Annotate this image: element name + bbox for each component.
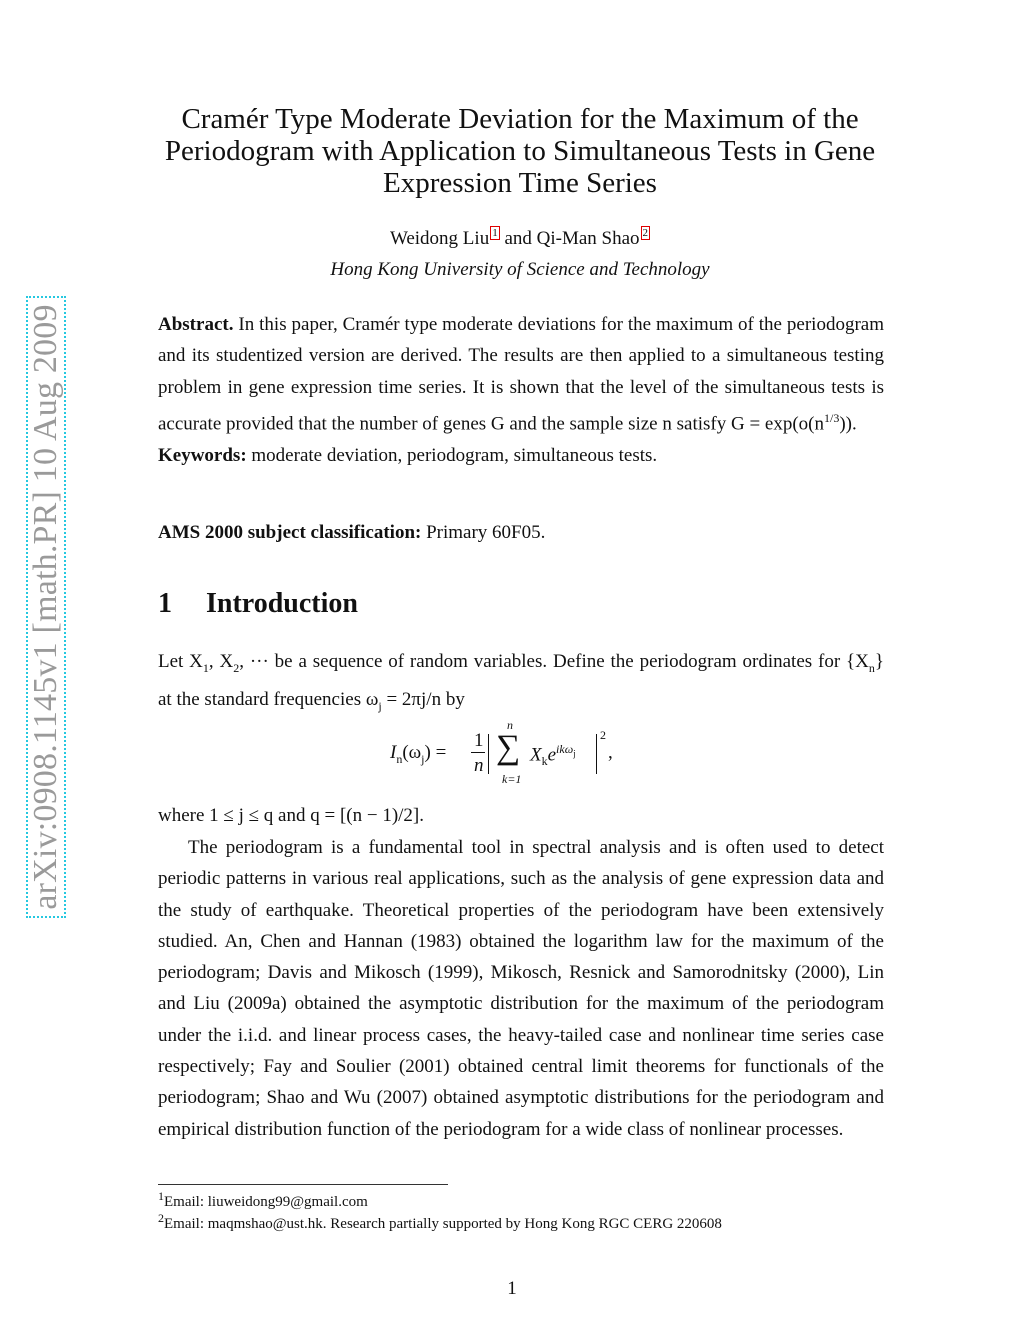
eq-lhs: $I_n(\omega_j)$ = bbox=[390, 742, 447, 766]
sub-j: j bbox=[378, 698, 382, 713]
where-clause: where 1 ≤ j ≤ q and q = [(n − 1)/2]. bbox=[158, 805, 424, 826]
intro-paragraph-2: The periodogram is a fundamental tool in spectral analysis and is often used to detect periodic patterns in various real applications, such as the analysis of gene expression data and the study of earthquake. Theoretical properties of the periodogram have been extensively studied. An, Chen and Hannan (1983) obtained the logarithm law for the maximum of the periodogram; Davis and Mikosch (1999), Mikosch, Resnick and Samorodnitsky (2000), Lin and Liu (2009a) obtained the asymptotic distribution for the maximum of the periodogram under the i.i.d. and linear process cases, the heavy-tailed case and nonlinear time series case respectively; Fay and Soulier (2001) obtained central limit theorems for functionals of the periodogram; Shao and Wu (2007) obtained asymptotic distributions for the periodogram and empirical distribution function of the periodogram for a wide class of nonlinear processes. bbox=[158, 837, 884, 1140]
intro-text-c: , ··· be a sequence of random variables. Define the periodogram ordinates for {X bbox=[239, 651, 869, 672]
author-2: Qi-Man Shao bbox=[536, 228, 640, 249]
footnote-link-1[interactable]: 1 bbox=[492, 227, 498, 239]
abstract-label: Abstract. bbox=[158, 314, 234, 335]
intro-text-e: = 2πj/n by bbox=[381, 689, 465, 711]
abstract-exponent: 1/3 bbox=[824, 410, 840, 425]
footnote-link-2[interactable]: 2 bbox=[642, 227, 649, 239]
abstract-paragraph bbox=[158, 309, 884, 471]
eq-fraction-bar bbox=[471, 752, 485, 753]
eq-power: 2 bbox=[600, 728, 606, 742]
ams-text: Primary 60F05. bbox=[426, 522, 546, 543]
keywords-label: Keywords: bbox=[158, 444, 247, 466]
ams-classification bbox=[158, 517, 884, 548]
author-conjunction: and bbox=[499, 228, 537, 249]
periodogram-equation bbox=[390, 718, 630, 792]
abstract-text: In this paper, Cramér type moderate deviations for the maximum of the periodogram and its studentized version are derived. The results are then applied to a simultaneous testing problem in gene expression time series. It is shown that the level of the simultaneous tests is accurate provided that the number of genes G and the sample size n satisfy G = exp(o(n bbox=[158, 314, 884, 435]
eq-sum-bottom: k=1 bbox=[502, 772, 522, 786]
intro-paragraph-1 bbox=[158, 646, 884, 722]
eq-fraction-den: n bbox=[474, 755, 484, 776]
footnote-1-text: Email: liuweidong99@gmail.com bbox=[164, 1194, 368, 1210]
section-heading bbox=[158, 588, 358, 620]
footnote-1 bbox=[158, 1189, 368, 1211]
intro-text-d: } at the standard frequencies ω bbox=[158, 651, 884, 711]
sub-2: 2 bbox=[233, 660, 240, 675]
arxiv-stamp bbox=[26, 296, 66, 918]
eq-sum-top: n bbox=[507, 718, 513, 732]
footnote-2-text: Email: maqmshao@ust.hk. Research partially supported by Hong Kong RGC CERG 220608 bbox=[164, 1216, 722, 1232]
eq-term: $X_ke^{ik\omega_j}$ bbox=[530, 742, 576, 769]
section-number: 1 bbox=[158, 588, 172, 619]
page-number: 1 bbox=[507, 1278, 517, 1299]
affiliation: Hong Kong University of Science and Technology bbox=[330, 259, 710, 280]
section-title: Introduction bbox=[206, 588, 358, 619]
author-line bbox=[150, 226, 890, 250]
footnote-rule bbox=[158, 1184, 448, 1185]
eq-end: , bbox=[608, 742, 613, 763]
abstract-text-end: )). bbox=[839, 413, 857, 435]
intro-text-a: Let X bbox=[158, 651, 203, 672]
footnote-1-mark: 1 bbox=[158, 1189, 164, 1203]
ams-label: AMS 2000 subject classification: bbox=[158, 522, 422, 543]
intro-text-b: , X bbox=[208, 651, 234, 672]
eq-abs-right bbox=[596, 734, 597, 774]
arxiv-id: arXiv:0908.1145v1 [math.PR] 10 Aug 2009 bbox=[27, 304, 64, 910]
keywords-text: moderate deviation, periodogram, simultaneous tests. bbox=[251, 444, 658, 466]
eq-abs-left bbox=[488, 734, 489, 774]
author-1: Weidong Liu bbox=[389, 228, 490, 249]
footnote-2 bbox=[158, 1211, 722, 1233]
eq-sum-symbol: ∑ bbox=[496, 729, 521, 766]
paper-title: Cramér Type Moderate Deviation for the Maximum of the Periodogram with Application to Simultaneous Tests in Gene Expression Time Series bbox=[164, 103, 876, 199]
footnote-2-mark: 2 bbox=[158, 1211, 164, 1225]
sub-1: 1 bbox=[202, 660, 209, 675]
sub-n: n bbox=[868, 660, 875, 675]
eq-fraction-num: 1 bbox=[474, 730, 484, 751]
